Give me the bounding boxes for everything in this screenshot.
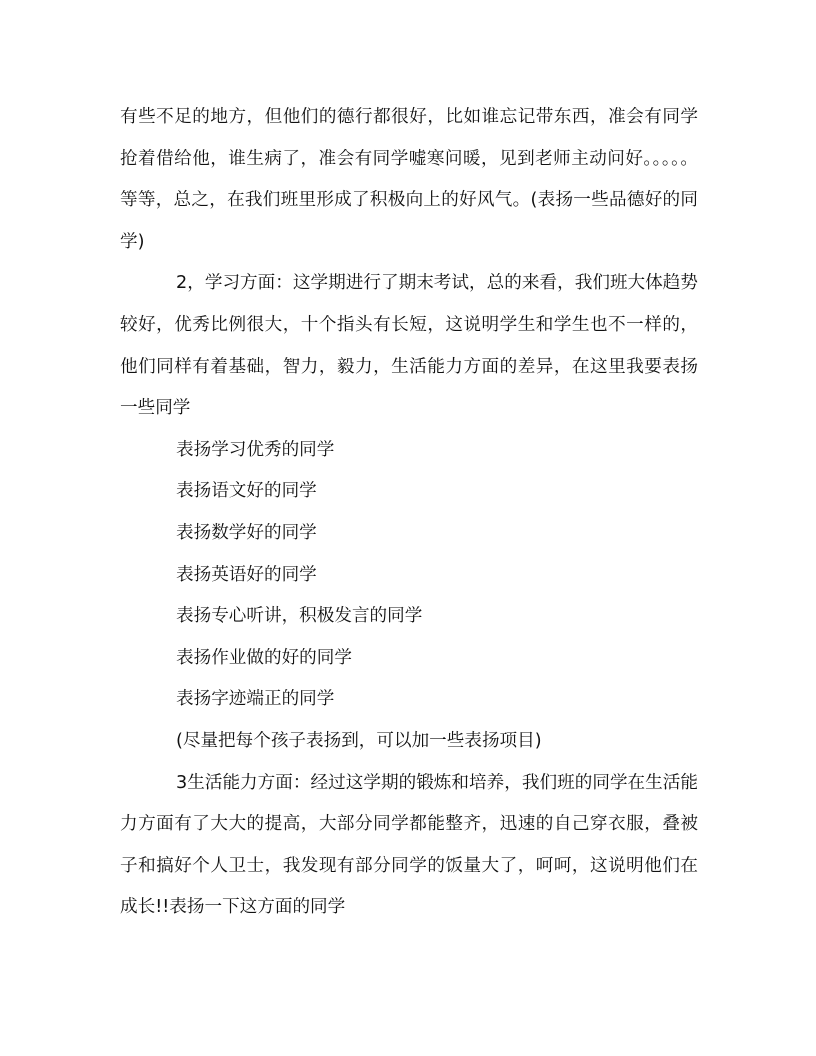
list-item: 表扬英语好的同学 xyxy=(176,564,317,585)
paragraph-study: 2，学习方面：这学期进行了期末考试，总的来看，我们班大体趋势较好，优秀比例很大，十个指头有长短，这说明学生和学生也不一样的，他们同样有着基础，智力，毅力，生活能力方面的差异，在这里我要表扬一些同学 xyxy=(120,273,698,419)
list-item: 表扬字迹端正的同学 xyxy=(176,689,335,710)
list-item: 表扬作业做的好的同学 xyxy=(176,647,352,668)
list-item: 表扬数学好的同学 xyxy=(176,522,317,543)
paragraph-life-skills: 3生活能力方面：经过这学期的锻炼和培养，我们班的同学在生活能力方面有了大大的提高，大部分同学都能整齐，迅速的自己穿衣服，叠被子和搞好个人卫士，我发现有部分同学的饭量大了，呵呵，这说明他们在成长!!表扬一下这方面的同学 xyxy=(120,772,698,918)
list-item: 表扬学习优秀的同学 xyxy=(176,439,335,460)
list-item: 表扬语文好的同学 xyxy=(176,481,317,502)
list-item: 表扬专心听讲，积极发言的同学 xyxy=(176,606,423,627)
document-body xyxy=(120,97,698,929)
list-item-note: (尽量把每个孩子表扬到，可以加一些表扬项目) xyxy=(176,730,542,751)
paragraph-moral-conduct: 有些不足的地方，但他们的德行都很好，比如谁忘记带东西，准会有同学抢着借给他，谁生病了，准会有同学嘘寒问暖，见到老师主动问好。。。。。等等，总之，在我们班里形成了积极向上的好风气。(表扬一些品德好的同学) xyxy=(120,107,698,252)
